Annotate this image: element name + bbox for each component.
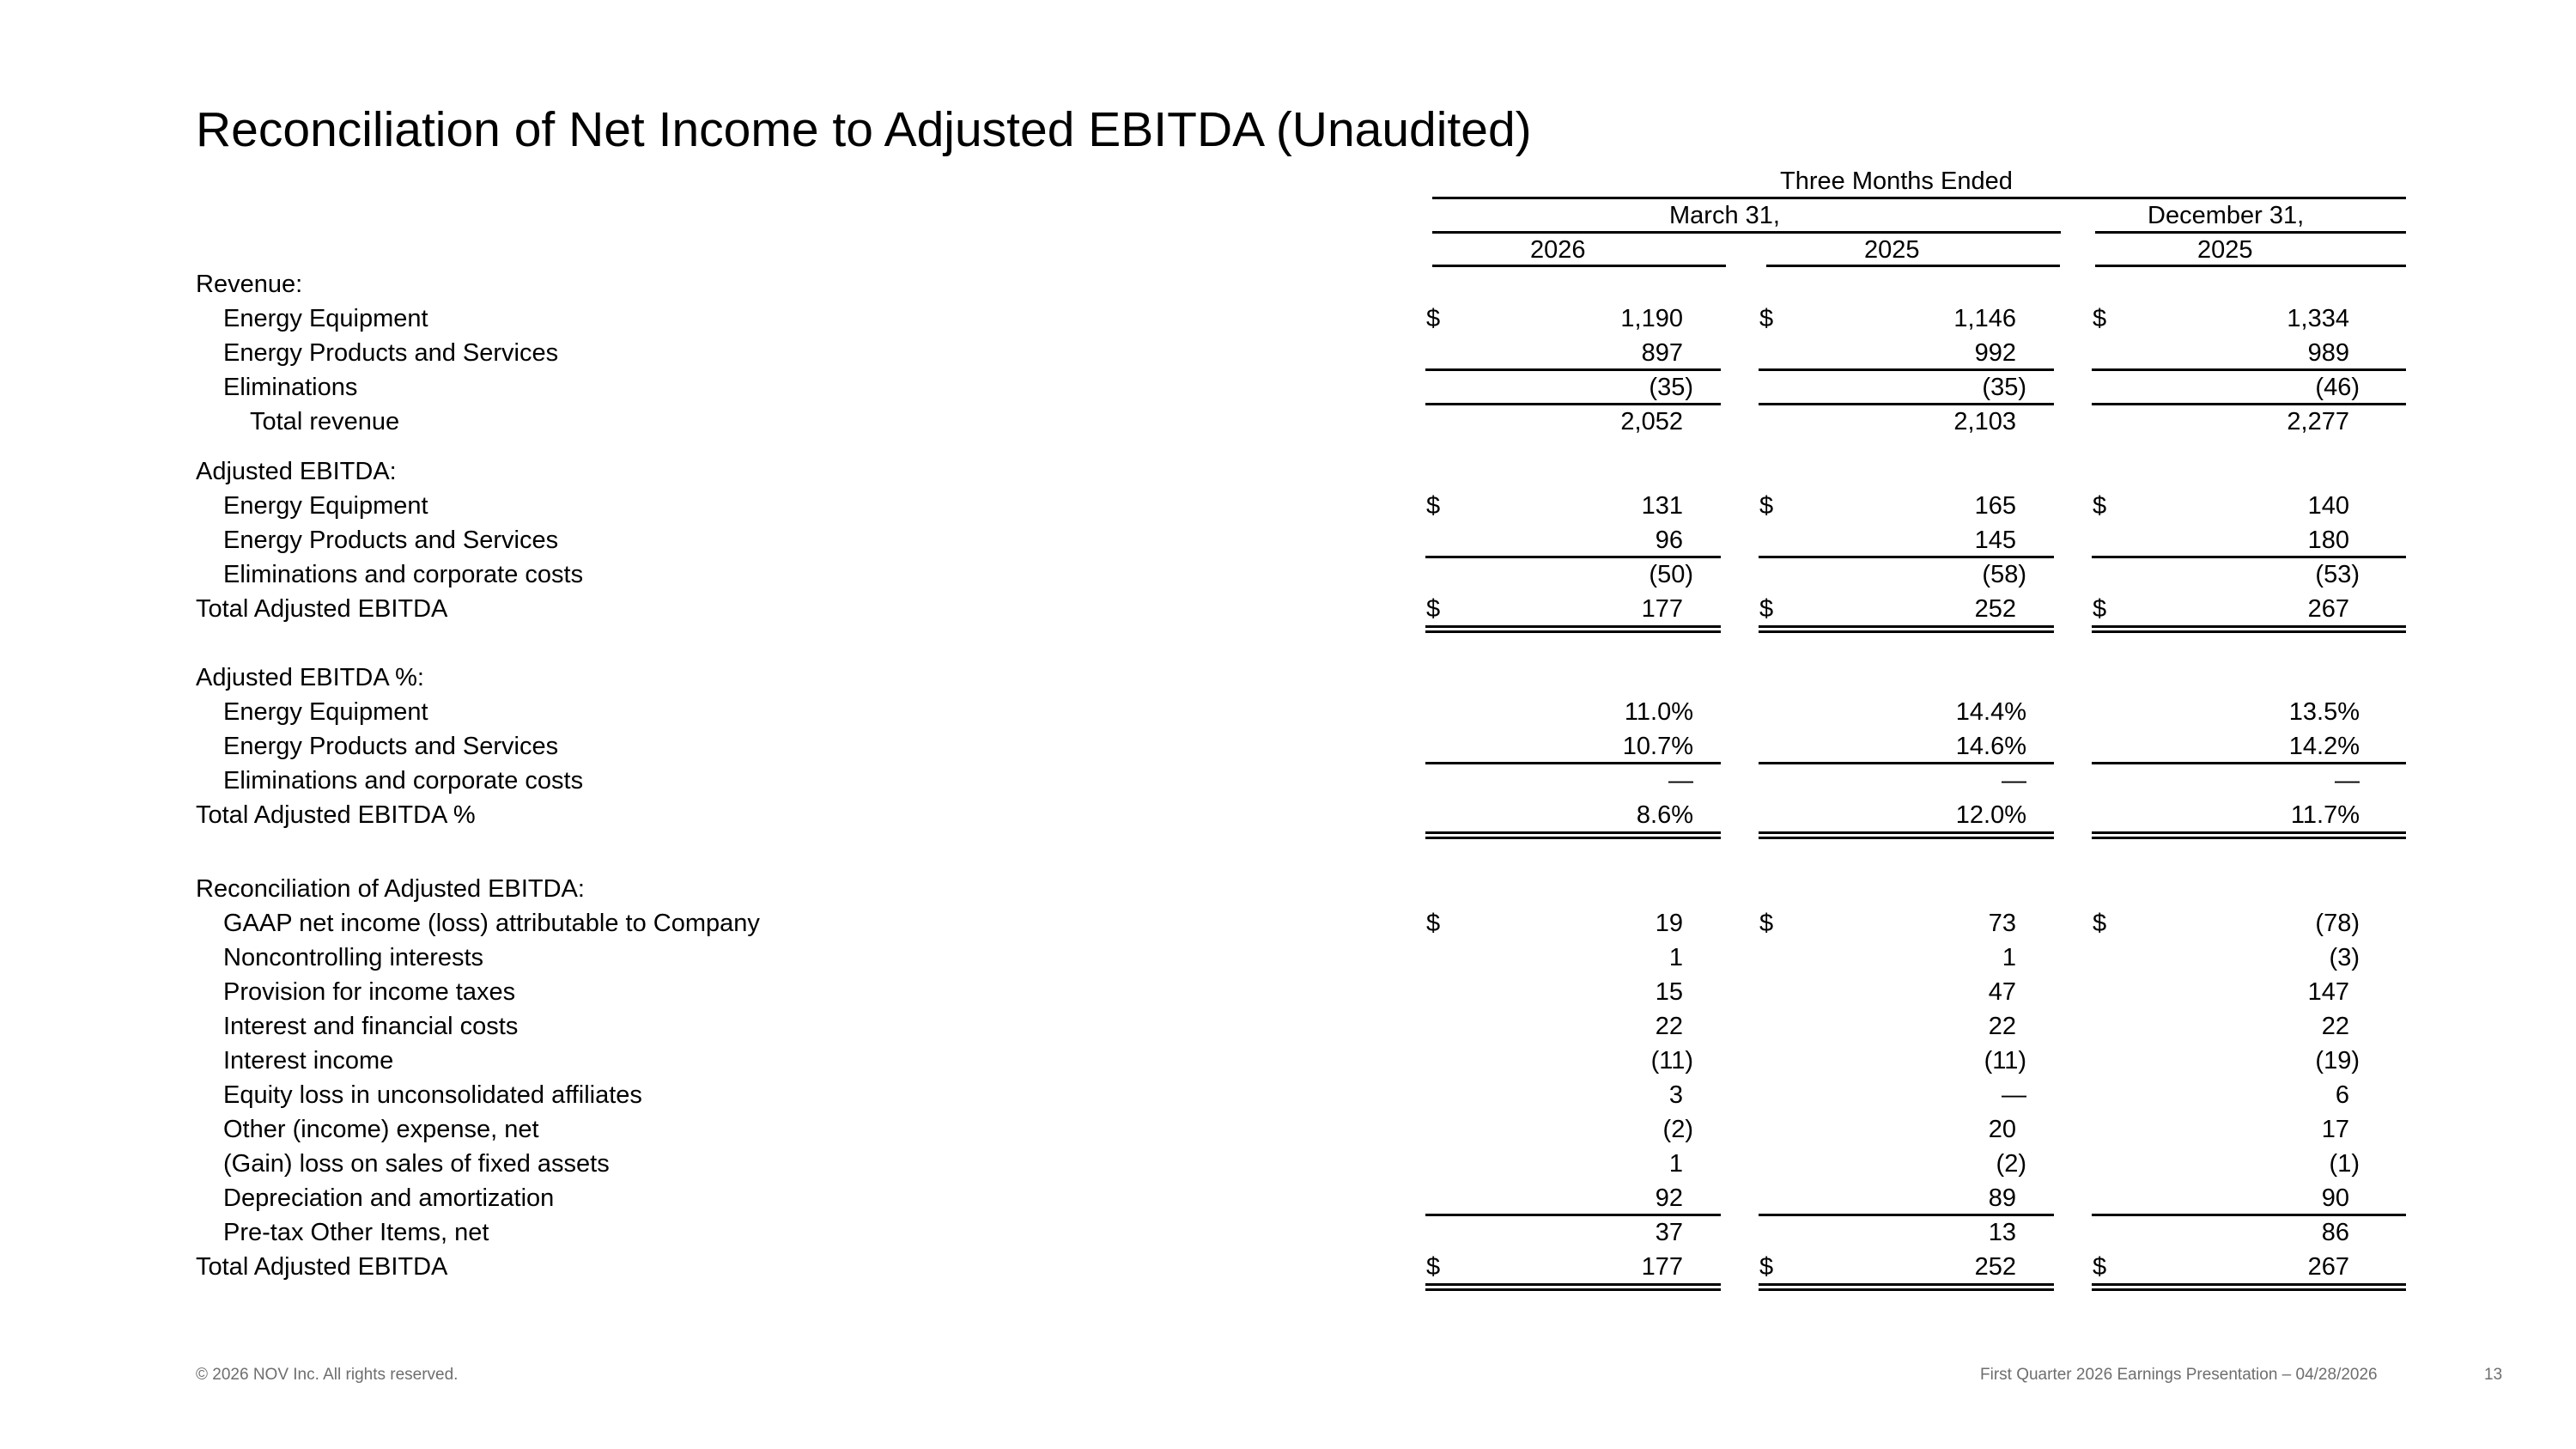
dollar-sign: $ bbox=[2093, 492, 2107, 520]
header-period-group: Three Months Ended bbox=[1780, 167, 2013, 195]
value-cell: 1 bbox=[1668, 944, 1683, 971]
row-label: Total revenue bbox=[250, 408, 400, 435]
value-cell: 13 bbox=[1988, 1219, 2016, 1246]
row-label: Total Adjusted EBITDA bbox=[196, 1253, 448, 1281]
row-label: Energy Products and Services bbox=[223, 527, 559, 554]
row-label: Depreciation and amortization bbox=[223, 1184, 555, 1212]
dollar-sign: $ bbox=[1759, 910, 1774, 937]
row-label: Eliminations and corporate costs bbox=[223, 767, 584, 795]
value-cell: 8.6% bbox=[1636, 801, 1693, 829]
value-cell: 992 bbox=[1974, 339, 2016, 367]
value-cell: (2) bbox=[1996, 1150, 2026, 1178]
value-cell: 177 bbox=[1641, 1253, 1683, 1281]
header-rule bbox=[1766, 265, 2060, 267]
dollar-sign: $ bbox=[2093, 595, 2107, 623]
dollar-sign: $ bbox=[1426, 595, 1441, 623]
value-cell: — bbox=[1668, 767, 1693, 795]
header-rule bbox=[2095, 231, 2406, 234]
value-cell: 17 bbox=[2321, 1116, 2349, 1143]
subtotal-rule bbox=[1759, 762, 2054, 764]
row-label: Adjusted EBITDA %: bbox=[196, 664, 424, 691]
row-label: Total Adjusted EBITDA % bbox=[196, 801, 476, 829]
subtotal-rule bbox=[1425, 403, 1721, 405]
total-double-rule bbox=[1759, 625, 2054, 633]
value-cell: 73 bbox=[1988, 910, 2016, 937]
row-label: Energy Products and Services bbox=[223, 339, 559, 367]
value-cell: (35) bbox=[1982, 374, 2026, 401]
value-cell: 1 bbox=[1668, 1150, 1683, 1178]
value-cell: 96 bbox=[1655, 527, 1683, 554]
row-label: Provision for income taxes bbox=[223, 978, 516, 1006]
subtotal-rule bbox=[1425, 1214, 1721, 1216]
value-cell: (19) bbox=[2315, 1047, 2360, 1075]
value-cell: 86 bbox=[2321, 1219, 2349, 1246]
subtotal-rule bbox=[1759, 556, 2054, 558]
value-cell: 2,052 bbox=[1620, 408, 1683, 435]
value-cell: 14.4% bbox=[1955, 698, 2026, 726]
total-double-rule bbox=[2092, 625, 2406, 633]
row-label: Other (income) expense, net bbox=[223, 1116, 539, 1143]
presentation-title: First Quarter 2026 Earnings Presentation – 04/28/2026 bbox=[1980, 1366, 2378, 1384]
value-cell: (2) bbox=[1662, 1116, 1693, 1143]
subtotal-rule bbox=[2092, 1214, 2406, 1216]
subtotal-rule bbox=[1425, 556, 1721, 558]
value-cell: 20 bbox=[1988, 1116, 2016, 1143]
value-cell: (46) bbox=[2315, 374, 2360, 401]
subtotal-rule bbox=[1425, 368, 1721, 371]
header-year: 2025 bbox=[2197, 236, 2253, 264]
dollar-sign: $ bbox=[1759, 1253, 1774, 1281]
total-double-rule bbox=[1425, 625, 1721, 633]
total-double-rule bbox=[1425, 1283, 1721, 1291]
value-cell: (3) bbox=[2329, 944, 2360, 971]
page-number: 13 bbox=[2484, 1366, 2503, 1384]
dollar-sign: $ bbox=[1759, 492, 1774, 520]
value-cell: 14.6% bbox=[1955, 733, 2026, 760]
total-double-rule bbox=[1759, 831, 2054, 839]
copyright: © 2026 NOV Inc. All rights reserved. bbox=[196, 1366, 459, 1384]
value-cell: 11.0% bbox=[1624, 698, 1693, 726]
value-cell: 177 bbox=[1641, 595, 1683, 623]
row-label: Eliminations bbox=[223, 374, 358, 401]
value-cell: 267 bbox=[2307, 1253, 2349, 1281]
value-cell: 10.7% bbox=[1622, 733, 1693, 760]
row-label: Energy Equipment bbox=[223, 492, 428, 520]
value-cell: — bbox=[2335, 767, 2360, 795]
subtotal-rule bbox=[2092, 368, 2406, 371]
value-cell: 2,103 bbox=[1953, 408, 2016, 435]
row-label: Total Adjusted EBITDA bbox=[196, 595, 448, 623]
row-label: Revenue: bbox=[196, 271, 303, 298]
value-cell: (35) bbox=[1649, 374, 1693, 401]
row-label: Energy Products and Services bbox=[223, 733, 559, 760]
page-title: Reconciliation of Net Income to Adjusted EBITDA (Unaudited) bbox=[196, 102, 1532, 157]
value-cell: 37 bbox=[1655, 1219, 1683, 1246]
value-cell: 22 bbox=[1655, 1013, 1683, 1040]
dollar-sign: $ bbox=[2093, 910, 2107, 937]
total-double-rule bbox=[1759, 1283, 2054, 1291]
dollar-sign: $ bbox=[1426, 305, 1441, 332]
value-cell: 14.2% bbox=[2288, 733, 2360, 760]
value-cell: (1) bbox=[2329, 1150, 2360, 1178]
value-cell: (11) bbox=[1984, 1047, 2026, 1075]
value-cell: 147 bbox=[2307, 978, 2349, 1006]
subtotal-rule bbox=[1759, 1214, 2054, 1216]
dollar-sign: $ bbox=[1759, 305, 1774, 332]
row-label: Interest income bbox=[223, 1047, 394, 1075]
value-cell: 13.5% bbox=[2288, 698, 2360, 726]
dollar-sign: $ bbox=[1426, 910, 1441, 937]
value-cell: 15 bbox=[1655, 978, 1683, 1006]
value-cell: 1 bbox=[2002, 944, 2016, 971]
value-cell: 131 bbox=[1641, 492, 1683, 520]
value-cell: (53) bbox=[2315, 561, 2360, 588]
value-cell: (11) bbox=[1650, 1047, 1693, 1075]
subtotal-rule bbox=[1425, 762, 1721, 764]
subtotal-rule bbox=[2092, 762, 2406, 764]
total-double-rule bbox=[1425, 831, 1721, 839]
header-rule bbox=[1432, 197, 2406, 199]
total-double-rule bbox=[2092, 1283, 2406, 1291]
value-cell: 897 bbox=[1641, 339, 1683, 367]
subtotal-rule bbox=[2092, 556, 2406, 558]
value-cell: 92 bbox=[1655, 1184, 1683, 1212]
header-december: December 31, bbox=[2148, 202, 2305, 229]
value-cell: 252 bbox=[1974, 1253, 2016, 1281]
header-year: 2026 bbox=[1530, 236, 1586, 264]
dollar-sign: $ bbox=[1426, 492, 1441, 520]
row-label: (Gain) loss on sales of fixed assets bbox=[223, 1150, 610, 1178]
value-cell: 145 bbox=[1974, 527, 2016, 554]
header-rule bbox=[1432, 265, 1726, 267]
value-cell: 252 bbox=[1974, 595, 2016, 623]
value-cell: 3 bbox=[1668, 1081, 1683, 1109]
value-cell: 140 bbox=[2307, 492, 2349, 520]
subtotal-rule bbox=[1759, 403, 2054, 405]
value-cell: 19 bbox=[1655, 910, 1683, 937]
subtotal-rule bbox=[1759, 368, 2054, 371]
header-march: March 31, bbox=[1669, 202, 1780, 229]
value-cell: 989 bbox=[2307, 339, 2349, 367]
value-cell: 180 bbox=[2307, 527, 2349, 554]
value-cell: (50) bbox=[1649, 561, 1693, 588]
subtotal-rule bbox=[2092, 403, 2406, 405]
value-cell: (58) bbox=[1982, 561, 2026, 588]
row-label: Energy Equipment bbox=[223, 698, 428, 726]
row-label: Interest and financial costs bbox=[223, 1013, 519, 1040]
row-label: Adjusted EBITDA: bbox=[196, 458, 397, 485]
row-label: Eliminations and corporate costs bbox=[223, 561, 584, 588]
dollar-sign: $ bbox=[1426, 1253, 1441, 1281]
value-cell: 12.0% bbox=[1955, 801, 2026, 829]
value-cell: 22 bbox=[1988, 1013, 2016, 1040]
value-cell: 1,334 bbox=[2287, 305, 2349, 332]
value-cell: — bbox=[2002, 1081, 2026, 1109]
value-cell: 47 bbox=[1988, 978, 2016, 1006]
value-cell: 90 bbox=[2321, 1184, 2349, 1212]
row-label: GAAP net income (loss) attributable to Company bbox=[223, 910, 760, 937]
row-label: Noncontrolling interests bbox=[223, 944, 484, 971]
total-double-rule bbox=[2092, 831, 2406, 839]
value-cell: 6 bbox=[2335, 1081, 2349, 1109]
value-cell: 89 bbox=[1988, 1184, 2016, 1212]
value-cell: 11.7% bbox=[2290, 801, 2360, 829]
header-year: 2025 bbox=[1864, 236, 1920, 264]
dollar-sign: $ bbox=[2093, 305, 2107, 332]
row-label: Reconciliation of Adjusted EBITDA: bbox=[196, 875, 585, 903]
row-label: Energy Equipment bbox=[223, 305, 428, 332]
dollar-sign: $ bbox=[2093, 1253, 2107, 1281]
value-cell: 267 bbox=[2307, 595, 2349, 623]
value-cell: (78) bbox=[2315, 910, 2360, 937]
value-cell: — bbox=[2002, 767, 2026, 795]
dollar-sign: $ bbox=[1759, 595, 1774, 623]
row-label: Pre-tax Other Items, net bbox=[223, 1219, 489, 1246]
header-rule bbox=[2095, 265, 2406, 267]
value-cell: 22 bbox=[2321, 1013, 2349, 1040]
value-cell: 1,146 bbox=[1953, 305, 2016, 332]
value-cell: 1,190 bbox=[1620, 305, 1683, 332]
value-cell: 165 bbox=[1974, 492, 2016, 520]
header-rule bbox=[1432, 231, 2061, 234]
value-cell: 2,277 bbox=[2287, 408, 2349, 435]
row-label: Equity loss in unconsolidated affiliates bbox=[223, 1081, 642, 1109]
